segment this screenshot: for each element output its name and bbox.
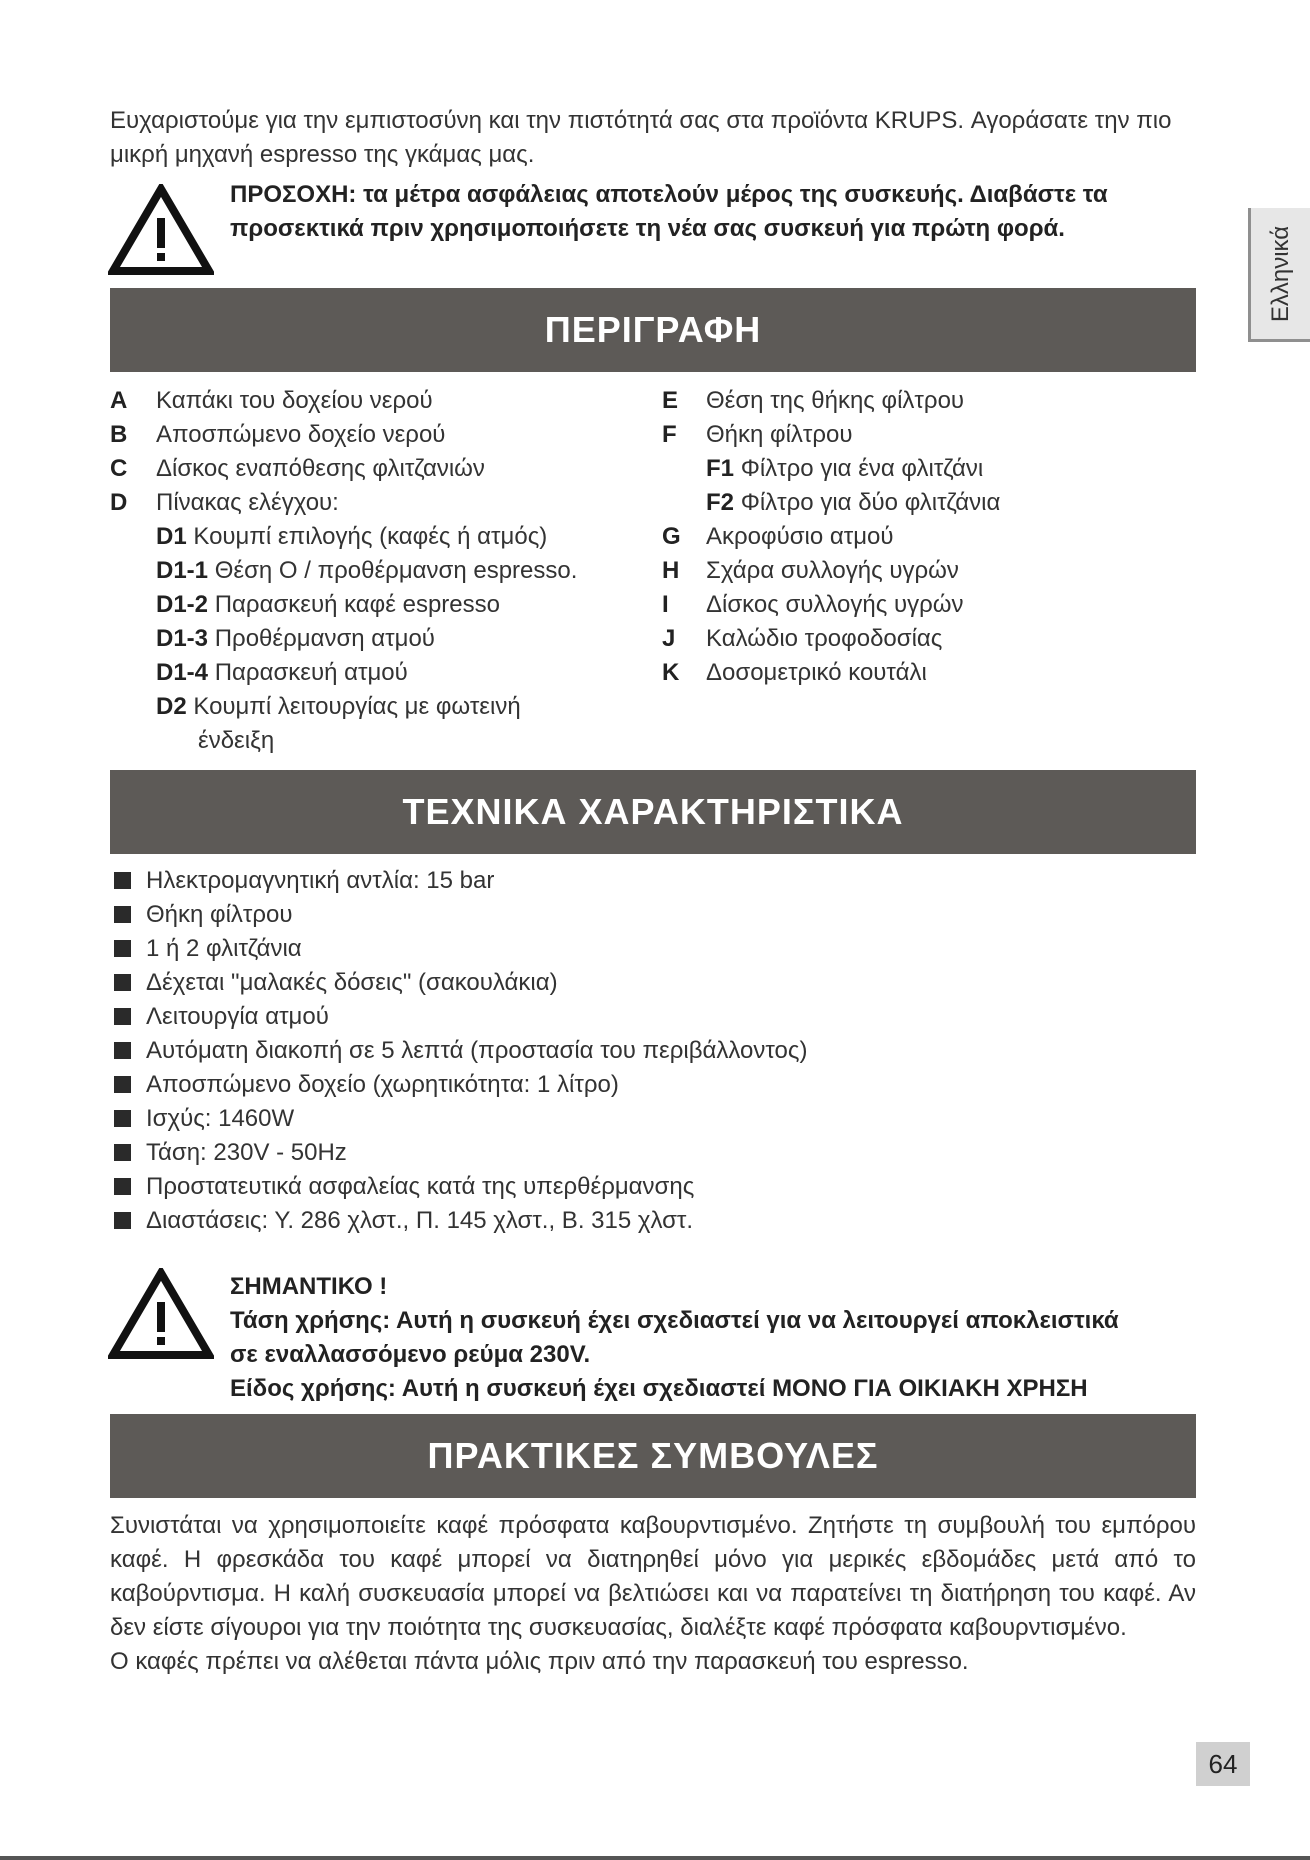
description-subitem [156,588,500,622]
item-label: Δοσομετρικό κουτάλι [706,659,927,686]
description-item [110,384,433,418]
spec-item: Ισχύς: 1460W [112,1102,1192,1136]
item-label: Καπάκι του δοχείου νερού [156,387,433,414]
item-label: Καλώδιο τροφοδοσίας [706,625,943,652]
item-label: Πίνακας ελέγχου: [156,489,339,516]
important-notice [230,1270,1200,1406]
item-code: I [662,591,669,618]
item-label: Θέση της θήκης φίλτρου [706,387,965,414]
item-label: Σχάρα συλλογής υγρών [706,557,959,584]
warning-triangle-icon [108,1268,214,1360]
description-item [662,418,853,452]
spec-item: Αποσπώμενο δοχείο (χωρητικότητα: 1 λίτρο) [112,1068,1192,1102]
description-subitem [156,656,408,690]
item-label: ένδειξη [198,727,275,754]
intro-paragraph: Ευχαριστούμε για την εμπιστοσύνη και την πιστότητά σας στα προϊόντα KRUPS. Αγοράσατε την πιο μικρή μηχανή espresso της γκάμας μας. [110,107,1172,168]
item-code: D1 [156,523,187,550]
description-subitem [156,520,547,554]
item-code: D2 [156,693,187,720]
description-item [662,588,963,622]
description-item [110,452,485,486]
spec-item: Ηλεκτρομαγνητική αντλία: 15 bar [112,864,1192,898]
language-tab [1248,208,1310,342]
item-label: Θήκη φίλτρου [706,421,853,448]
item-label: Προθέρμανση ατμού [214,625,435,652]
page-number: 64 [1196,1742,1250,1786]
description-item [110,486,339,520]
tips-paragraph: Συνιστάται να χρησιμοποιείτε καφέ πρόσφατα καβουρντισμένο. Ζητήστε τη συμβουλή του εμπόρου καφέ. Η φρεσκάδα του καφέ μπορεί να διατηρηθεί μόνο για μερικές εβδομάδες μετά από το καβούρντισμα. Η καλή συσκευασία μπορεί να βελτιώσει και να παρατείνει τη διατήρηση του καφέ. Αν δεν είστε σίγουροι για την ποιότητα της συσκευασίας, διαλέξτε καφέ πρόσφατα καβουρντισμένο. [110,1512,1196,1641]
spec-item: Προστατευτικά ασφαλείας κατά της υπερθέρμανσης [112,1170,1192,1204]
section-header-description: ΠΕΡΙΓΡΑΦΗ [110,288,1196,372]
item-code: D1-2 [156,591,209,618]
important-line: Είδος χρήσης: Αυτή η συσκευή έχει σχεδιαστεί ΜΟΝΟ ΓΙΑ ΟΙΚΙΑΚΗ ΧΡΗΣΗ [230,1375,1088,1402]
tips-paragraph: Ο καφές πρέπει να αλέθεται πάντα μόλις πριν από την παρασκευή του espresso. [110,1648,969,1675]
description-subitem [156,554,577,588]
item-code: D1-3 [156,625,209,652]
item-code: F2 [706,489,735,516]
spec-item: Θήκη φίλτρου [112,898,1192,932]
item-label: Δίσκος συλλογής υγρών [706,591,964,618]
item-label: Αποσπώμενο δοχείο νερού [156,421,446,448]
item-label: Φίλτρο για ένα φλιτζάνι [740,455,984,482]
description-subitem [156,622,435,656]
item-code: D [110,489,128,516]
description-item [662,384,964,418]
item-code: D1-4 [156,659,209,686]
item-code: J [662,625,676,652]
item-code: C [110,455,128,482]
item-label: Δίσκος εναπόθεσης φλιτζανιών [156,455,485,482]
description-subitem-continuation [198,724,274,758]
item-code: E [662,387,679,414]
description-subitem [156,690,521,724]
description-subitem [706,452,983,486]
item-label: Παρασκευή καφέ espresso [214,591,500,618]
item-code: D1-1 [156,557,209,584]
item-code: K [662,659,680,686]
item-label: Θέση O / προθέρμανση espresso. [214,557,578,584]
language-tab-label: Ελληνικά [1266,225,1294,322]
caution-line: προσεκτικά πριν χρησιμοποιήσετε τη νέα σας συσκευή για πρώτη φορά. [230,215,1065,242]
item-label: Παρασκευή ατμού [214,659,408,686]
spec-item: Διαστάσεις: Υ. 286 χλστ., Π. 145 χλστ., Β. 315 χλστ. [112,1204,1192,1238]
item-code: F [662,421,677,448]
important-line: σε εναλλασσόμενο ρεύμα 230V. [230,1341,591,1368]
item-code: A [110,387,128,414]
item-label: Κουμπί λειτουργίας με φωτεινή [193,693,521,720]
item-code: H [662,557,680,584]
item-code: F1 [706,455,735,482]
spec-item: Λειτουργία ατμού [112,1000,1192,1034]
description-item [662,622,942,656]
section-header-tips: ΠΡΑΚΤΙΚΕΣ ΣΥΜΒΟΥΛΕΣ [110,1414,1196,1498]
tips-text [110,1509,1196,1679]
specs-list [112,864,1192,1238]
description-item [662,520,894,554]
section-header-specs: ΤΕΧΝΙΚΑ ΧΑΡΑΚΤΗΡΙΣΤΙΚΑ [110,770,1196,854]
description-item [110,418,445,452]
item-code: G [662,523,681,550]
item-code: B [110,421,128,448]
description-subitem [706,486,1000,520]
item-label: Φίλτρο για δύο φλιτζάνια [740,489,1001,516]
item-label: Κουμπί επιλογής (καφές ή ατμός) [193,523,548,550]
item-label: Ακροφύσιο ατμού [706,523,894,550]
description-item [662,554,959,588]
warning-triangle-icon [108,184,214,276]
caution-text [230,178,1200,246]
important-title: ΣΗΜΑΝΤΙΚΟ ! [230,1273,388,1300]
description-item [662,656,927,690]
spec-item: Τάση: 230V - 50Hz [112,1136,1192,1170]
important-line: Τάση χρήσης: Αυτή η συσκευή έχει σχεδιαστεί για να λειτουργεί αποκλειστικά [230,1307,1119,1334]
spec-item: Δέχεται "μαλακές δόσεις" (σακουλάκια) [112,966,1192,1000]
spec-item: Αυτόματη διακοπή σε 5 λεπτά (προστασία του περιβάλλοντος) [112,1034,1192,1068]
spec-item: 1 ή 2 φλιτζάνια [112,932,1192,966]
caution-line: ΠΡΟΣΟΧΗ: τα μέτρα ασφάλειας αποτελούν μέρος της συσκευής. Διαβάστε τα [230,181,1108,208]
page-bottom-rule [0,1856,1310,1860]
